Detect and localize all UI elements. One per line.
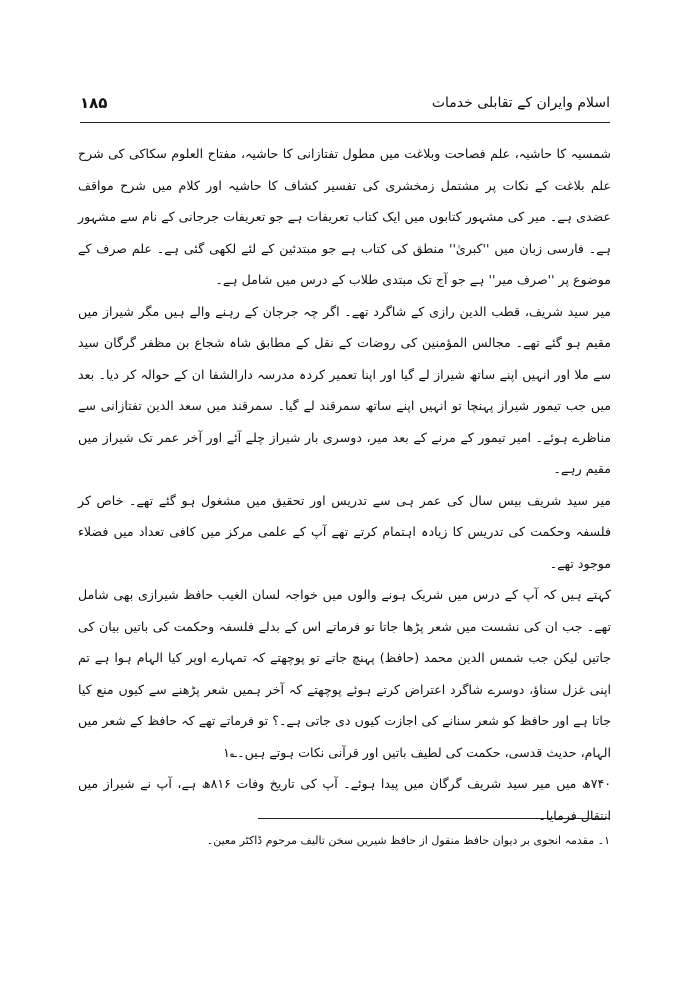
running-title: اسلام وایران کے تقابلی خدمات (431, 95, 610, 111)
paragraph: ۷۴۰ھ میں میر سید شریف گرگان میں پیدا ہوئے۔ آپ کی تاریخ وفات ۸۱۶ھ ہے، آپ نے شیراز میں انتقال فرمایا۔ (78, 776, 611, 823)
paragraph: شمسیہ کا حاشیہ، علم فصاحت وبلاغت میں مطول تفتازانی کا حاشیہ، مفتاح العلوم سکاکی کی شرح علم بلاغت کے نکات پر مشتمل زمخشری کی تفسیر کشاف کا حاشیہ اور کلام میں شرح مواقف عضدی ہے۔ میر کی مشہور کتابوں میں ایک کتاب تعریفات ہے جو تعریفات جرجانی کے نام سے مشہور ہے۔ فارسی زبان میں ''کبریٰ'' منطق کی کتاب ہے جو مبتدئین کے لئے لکھی گئی ہے۔ علم صرف کے موضوع پر ''صرف میر'' ہے جو آج تک مبتدی طلاب کے درس میں شامل ہے۔ (78, 146, 611, 287)
running-header (80, 92, 610, 116)
paragraph: میر سید شریف، قطب الدین رازی کے شاگرد تھے۔ اگر چہ جرجان کے رہنے والے ہیں مگر شیراز میں مقیم ہو گئے تھے۔ مجالس المؤمنین کی روضات کے نقل کے مطابق شاہ شجاع بن مظفر گرگان سید سے ملا اور انہیں اپنے ساتھ شیراز لے گیا اور اپنا تعمیر کردہ مدرسہ دارالشفا ان کے حوالہ کر دیا۔ بعد میں جب تیمور شیراز پہنچا تو انہیں اپنے ساتھ سمرقند لے گیا۔ سمرقند میں سعد الدین تفتازانی سے مناظرے ہوئے۔ امیر تیمور کے مرنے کے بعد میر، دوسری بار شیراز چلے آئے اور آخر عمر تک شیراز میں مقیم رہے۔ (78, 303, 611, 476)
footnote: ۱۔ مقدمہ انجوی بر دیوان حافظ منقول از حافظ شیریں سخن تالیف مرحوم ڈاکٹر معین۔ (206, 834, 610, 847)
paragraph: کہتے ہیں کہ آپ کے درس میں شریک ہونے والوں میں خواجہ لسان الغیب حافظ شیرازی بھی شامل تھے۔ جب ان کی نشست میں شعر پڑھا جاتا تو فرماتے اس کے بدلے فلسفہ وحکمت کی باتیں بیان کی جاتیں لیکن جب شمس الدین محمد (حافظ) پہنچ جاتے تو پوچھتے کہ تمہارے اوپر کیا الہام ہوا ہے تم اپنی غزل سناؤ، دوسرے شاگرد اعتراض کرتے ہوئے پوچھتے کہ آخر ہمیں شعر پڑھنے سے کیوں منع کیا جاتا ہے اور حافظ کو شعر سنانے کی اجازت کیوں دی جاتی ہے۔؟ تو فرماتے تھے کہ حافظ کے شعر میں الہام، حدیث قدسی، حکمت کی لطیف باتیں اور قرآنی نکات ہوتے ہیں۔؎۱ (78, 587, 611, 760)
footnote-rule (258, 818, 610, 819)
body-text (78, 138, 611, 831)
paragraph: میر سید شریف بیس سال کی عمر ہی سے تدریس اور تحقیق میں مشغول ہو گئے تھے۔ خاص کر فلسفہ وحکمت کی تدریس کا زیادہ اہتمام کرتے تھے آپ کے علمی مرکز میں کافی تعداد میں فضلاء موجود تھے۔ (78, 492, 611, 571)
header-rule (80, 122, 610, 123)
page-number: ۱۸۵ (80, 94, 108, 112)
